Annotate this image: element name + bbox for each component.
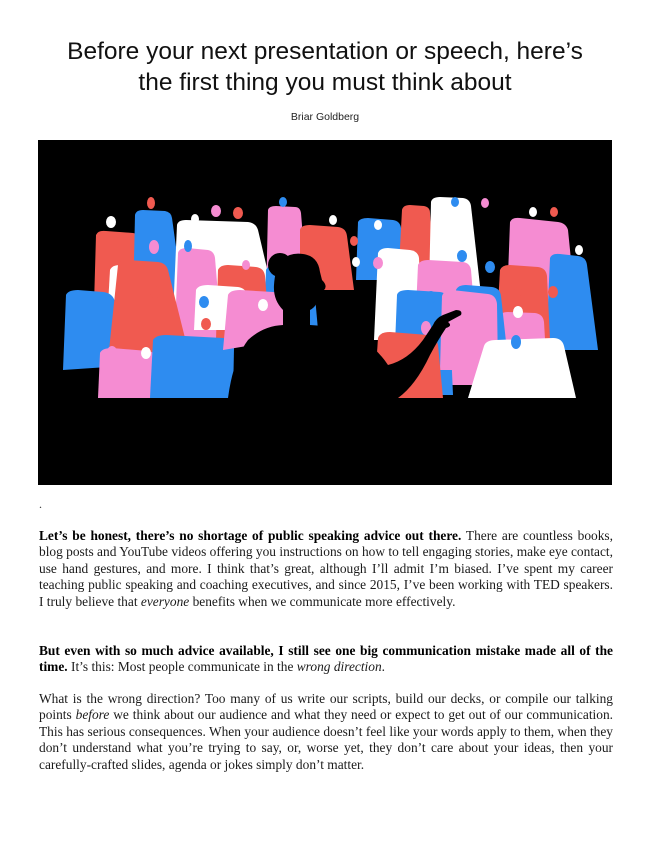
paragraph-1-text-b: benefits when we communicate more effectively. (189, 593, 456, 609)
article-author: Briar Goldberg (290, 111, 360, 123)
article-title-line-1: Before your next presentation or speech, here’s (67, 38, 583, 65)
paragraph-2 (39, 643, 613, 676)
paragraph-1-lead: Let’s be honest, there’s no shortage of public speaking advice out there. (39, 528, 462, 543)
paragraph-1-text-a: There are countless books, blog posts and YouTube videos offering you instructions on how to tell engaging stories, make eye contact, use hand gestures, and more. I think that’s great, although I’ll admit I’m biased. I’ve spent my career teaching public speaking and coaching executives, and since 2015, I’ve been working with TED speakers. I truly believe that (39, 528, 613, 609)
paragraph-2-text-a: It’s this: Most people communicate in the (67, 659, 297, 675)
paragraph-3-text-a: What is the wrong direction? Too many of us write our scripts, build our decks, or compile our talking points (39, 691, 613, 723)
paragraph-3-emphasis: before (75, 707, 110, 723)
article-title-line-2: the first thing you must think about (138, 69, 512, 96)
paragraph-2-emphasis: wrong direction (296, 659, 382, 675)
paragraph-1-emphasis: everyone (140, 593, 190, 609)
paragraph-1 (39, 528, 613, 610)
paragraph-2-text-b: . (381, 659, 386, 675)
paragraph-3 (39, 691, 613, 773)
paragraph-2-lead: But even with so much advice available, I still see one big communication mistake made all of the time. (39, 643, 613, 675)
audience-speaker-illustration (38, 140, 612, 485)
hero-illustration (38, 140, 612, 485)
paragraph-3-text-b: we think about our audience and what they need or expect to get out of our communication. This has serious consequences. When your audience doesn’t feel like your words apply to them, when they don’t understand what you’re trying to say, or, worse yet, they don’t care about your ideas, then your carefully-crafted slides, agenda or jokes simply don’t matter. (39, 707, 613, 772)
separator-dot: . (39, 497, 42, 511)
article-title (0, 36, 650, 98)
